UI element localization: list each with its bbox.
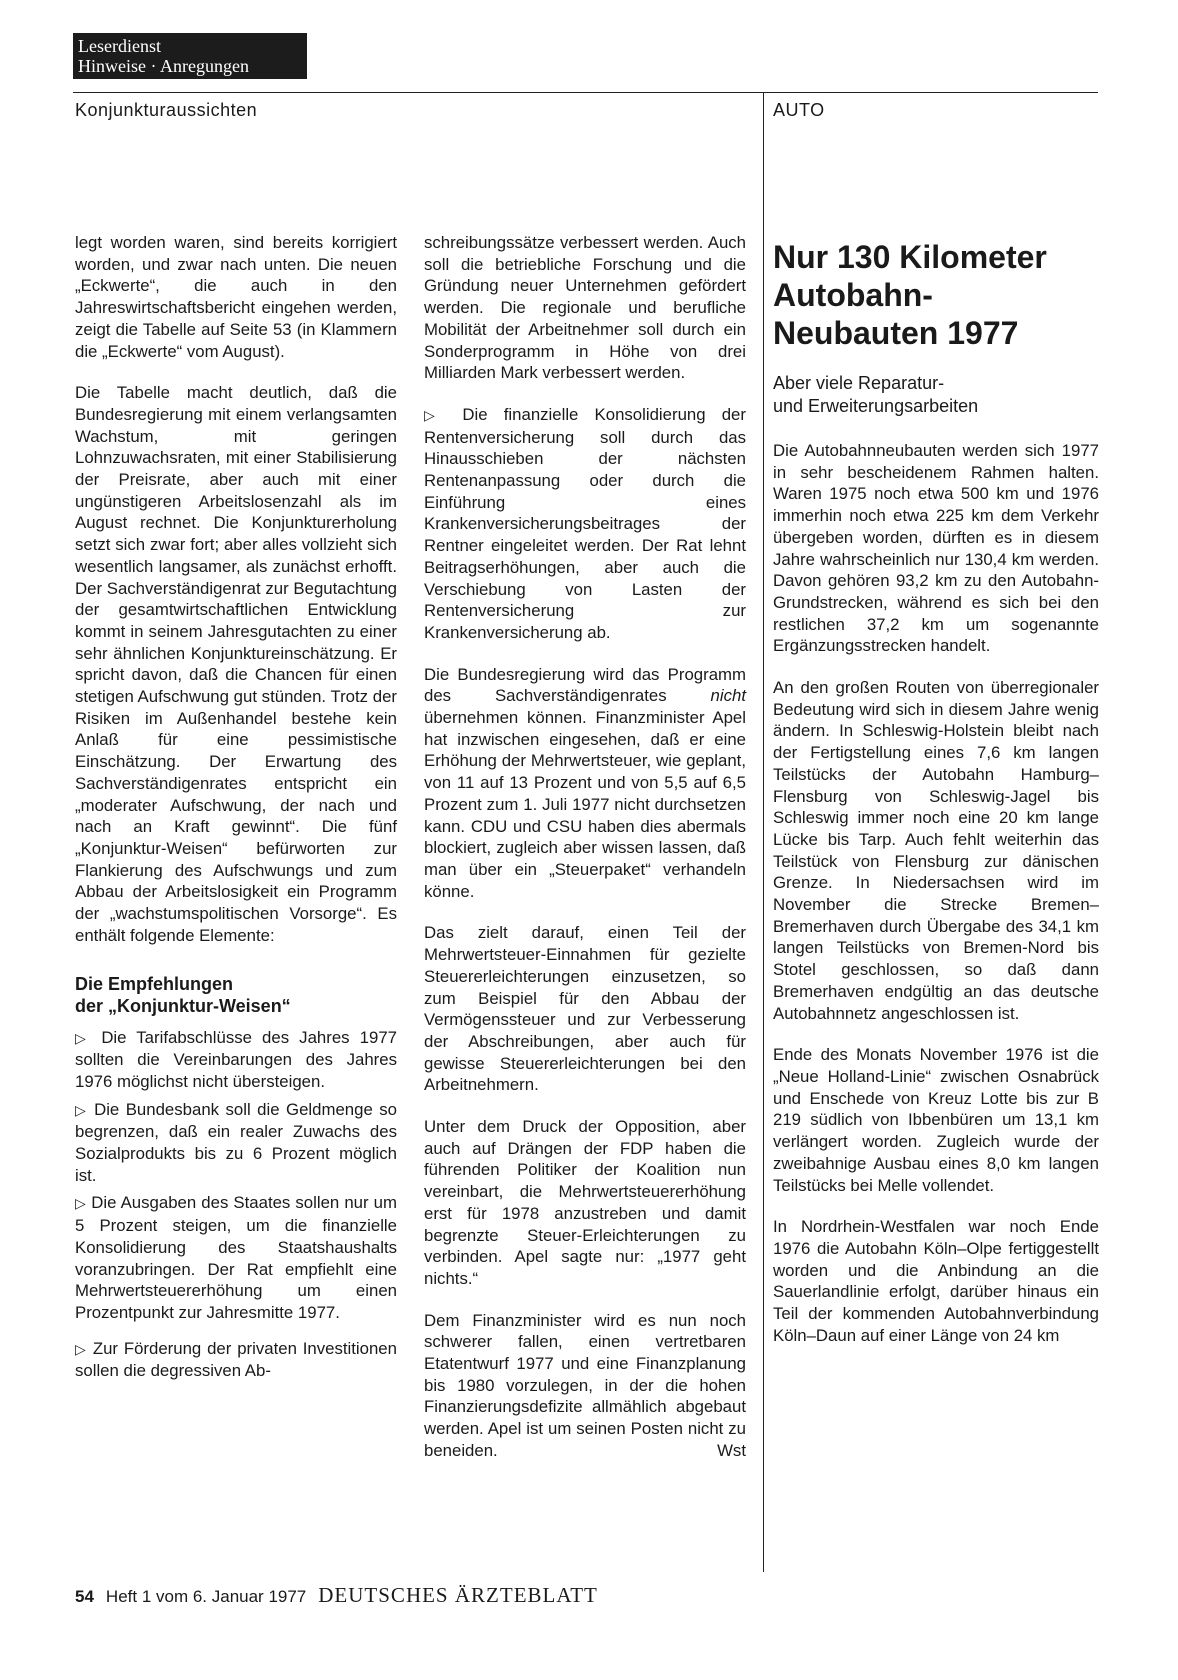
department-label-line1: Leserdienst — [78, 36, 161, 56]
list-item: ▷ Die Ausgaben des Staates sollen nur um 5 Prozent steigen, um die finanzielle Konsolidierung des Staatshaushalts voranzubringen. Der Rat empfiehlt eine Mehrwertsteuererhöhung um einen Prozentpunkt zur Jahresmitte 1977. — [75, 1193, 397, 1322]
issue-info: Heft 1 vom 6. Januar 1977 — [105, 1587, 307, 1606]
list-item: ▷ Zur Förderung der privaten Investitionen sollen die degressiven Ab- — [75, 1338, 397, 1381]
subheading-line2: der „Konjunktur-Weisen“ — [75, 995, 291, 1016]
page-footer — [75, 1583, 598, 1608]
magazine-name: DEUTSCHES ÄRZTEBLATT — [318, 1583, 598, 1607]
article-title: Nur 130 Kilometer Autobahn- Neubauten 1977 — [773, 239, 1047, 351]
section-heading-left: Konjunkturaussichten — [75, 100, 258, 120]
paragraph: Die Bundesregierung wird das Programm des Sachverständigenrates nicht übernehmen können. Finanzminister Apel hat inzwischen eingesehen, daß er eine Erhöhung der Mehrwertsteuer, wie geplant, von 11 auf 13 Prozent und von 5,5 auf 6,5 Prozent zum 1. Juli 1977 nicht durchsetzen kann. CDU und CSU haben dies abermals blockiert, zugleich aber wissen lassen, daß man über ein „Steuerpaket“ verhandeln könne. — [424, 664, 746, 901]
paragraph: Die Autobahnneubauten werden sich 1977 in sehr bescheidenem Rahmen halten. Waren 1975 noch etwa 500 km und 1976 immerhin noch etwa 225 km dem Verkehr übergeben worden, dürften es in diesem Jahre wahrscheinlich nur 130,4 km werden. Davon gehören 93,2 km zu den Autobahn-Grundstrecken, während es sich bei den restlichen 37,2 km um sogenannte Ergänzungsstrecken handelt. — [773, 441, 1099, 656]
page-number: 54 — [75, 1587, 94, 1606]
subheading — [75, 973, 397, 1017]
department-label-line2: Hinweise · Anregungen — [78, 56, 249, 76]
paragraph: An den großen Routen von überregionaler Bedeutung wird sich in diesem Jahre wenig ändern. In Schleswig-Holstein bleibt nach der Fertigstellung eines 7,6 km langen Teilstücks der Autobahn Hamburg–Flensburg von Schleswig-Jagel bis Schleswig immer noch eine 20 km lange Lücke bis Tarp. Auch fehlt weiterhin das Teilstück von Flensburg zur dänischen Grenze. In Niedersachsen wird im November die Strecke Bremen–Bremerhaven durch Übergabe des 34,1 km langen Teilstücks von Bremen-Nord bis Stotel geschlossen, so daß dann Bremerhaven endgültig an das deutsche Autobahnnetz angeschlossen ist. — [773, 678, 1099, 1023]
paragraph: Ende des Monats November 1976 ist die „Neue Holland-Linie“ zwischen Osnabrück und Enschede von Kreuz Lotte bis zur B 219 südlich von Ibbenbüren um 13,1 km verlängert worden. Zugleich wurde der zweibahnige Ausbau eines 8,0 km langen Teilstücks bei Melle vollendet. — [773, 1045, 1099, 1195]
column-3 — [773, 232, 1099, 1366]
triangle-bullet-icon: ▷ — [75, 1101, 88, 1118]
author-initials: Wst — [717, 1440, 746, 1460]
triangle-bullet-icon: ▷ — [75, 1029, 92, 1046]
emphasis: nicht — [710, 686, 746, 706]
paragraph: In Nordrhein-Westfalen war noch Ende 1976 die Autobahn Köln–Olpe fertiggestellt worden und die Anbindung an die Sauerlandlinie erfolgt, darüber hinaus ein Teil der kommenden Autobahnverbindung Köln–Daun auf einer Länge von 24 km — [773, 1217, 1099, 1345]
department-label — [73, 33, 307, 79]
triangle-bullet-icon: ▷ — [75, 1195, 87, 1212]
paragraph: ▷ Die finanzielle Konsolidierung der Rentenversicherung soll durch das Hinausschieben der nächsten Rentenanpassung oder durch die Einführung eines Krankenversicherungsbeitrages der Rentner eingeleitet werden. Der Rat lehnt Beitragserhöhungen, aber auch die Verschiebung von Lasten der Rentenversicherung zur Krankenversicherung ab. — [424, 404, 746, 642]
paragraph: Das zielt darauf, einen Teil der Mehrwertsteuer-Einnahmen für gezielte Steuererleichterungen einzusetzen, so zum Beispiel für den Abbau der Vermögenssteuer und zur Verbesserung der Abschreibungen, aber auch für gewisse Steuererleichterungen bei den Arbeitnehmern. — [424, 923, 746, 1095]
paragraph: Unter dem Druck der Opposition, aber auch auf Drängen der FDP haben die führenden Politiker der Koalition nun vereinbart, die Mehrwertsteuererhöhung erst für 1978 anzustreben und damit begrenzte Steuer-Erleichterungen zu verbinden. Apel sagte nur: „1977 geht nichts.“ — [424, 1117, 746, 1288]
subheading-line1: Die Empfehlungen — [75, 973, 234, 994]
list-item: ▷ Die Bundesbank soll die Geldmenge so begrenzen, daß ein realer Zuwachs des Sozialprodukts bis zu 6 Prozent möglich ist. — [75, 1099, 397, 1185]
article-subtitle: Aber viele Reparatur- und Erweiterungsarbeiten — [773, 373, 979, 416]
paragraph: legt worden waren, sind bereits korrigiert worden, und zwar nach unten. Die neuen „Eckwerte“, die auch in den Jahreswirtschaftsbericht eingehen werden, zeigt die Tabelle auf Seite 53 (in Klammern die „Eckwerte“ vom August). — [75, 233, 397, 361]
triangle-bullet-icon: ▷ — [75, 1340, 87, 1357]
column-2 — [424, 232, 746, 1482]
column-divider — [763, 92, 764, 1572]
column-1 — [75, 232, 397, 1388]
paragraph: schreibungssätze verbessert werden. Auch soll die betriebliche Forschung und die Gründung neuer Unternehmen gefördert werden. Die regionale und berufliche Mobilität der Arbeitnehmer soll durch ein Sonderprogramm in Höhe von drei Milliarden Mark verbessert werden. — [424, 233, 746, 383]
list-item: ▷ Die Tarifabschlüsse des Jahres 1977 sollten die Vereinbarungen des Jahres 1976 möglichst nicht übersteigen. — [75, 1027, 397, 1091]
section-heading-right: AUTO — [773, 100, 825, 120]
paragraph: Dem Finanzminister wird es nun noch schwerer fallen, einen vertretbaren Etatentwurf 1977 und eine Finanzplanung bis 1980 vorzulegen, in der die hohen Finanzierungsdefizite allmählich abgebaut werden. Apel ist um seinen Posten nicht zu beneiden. Wst — [424, 1310, 746, 1460]
triangle-bullet-icon: ▷ — [424, 406, 447, 423]
top-rule — [73, 92, 1098, 93]
paragraph: Die Tabelle macht deutlich, daß die Bundesregierung mit einem verlangsamten Wachstum, mit geringen Lohnzuwachsraten, mit einer Stabilisierung der Preisrate, aber auch mit einer ungünstigeren Arbeitslosenzahl als im August rechnet. Die Konjunkturerholung setzt sich zwar fort; aber alles vollzieht sich wesentlich langsamer, als zunächst erhofft. Der Sachverständigenrat zur Begutachtung der gesamtwirtschaftlichen Entwicklung kommt in seinem Jahresgutachten zu einer sehr ähnlichen Konjunktureinschätzung. Er spricht davon, daß die Chancen für einen stetigen Aufschwung gut stünden. Trotz der Risiken im Außenhandel bestehe kein Anlaß für eine pessimistische Einschätzung. Der Erwartung des Sachverständigenrates entspricht ein „moderater Aufschwung, der nach und nach an Kraft gewinnt“. Die fünf „Konjunktur-Weisen“ befürworten zur Flankierung des Aufschwungs und zum Abbau der Arbeitslosigkeit ein Programm der „wachstumspolitischen Vorsorge“. Es enthält folgende Elemente: — [75, 383, 397, 945]
